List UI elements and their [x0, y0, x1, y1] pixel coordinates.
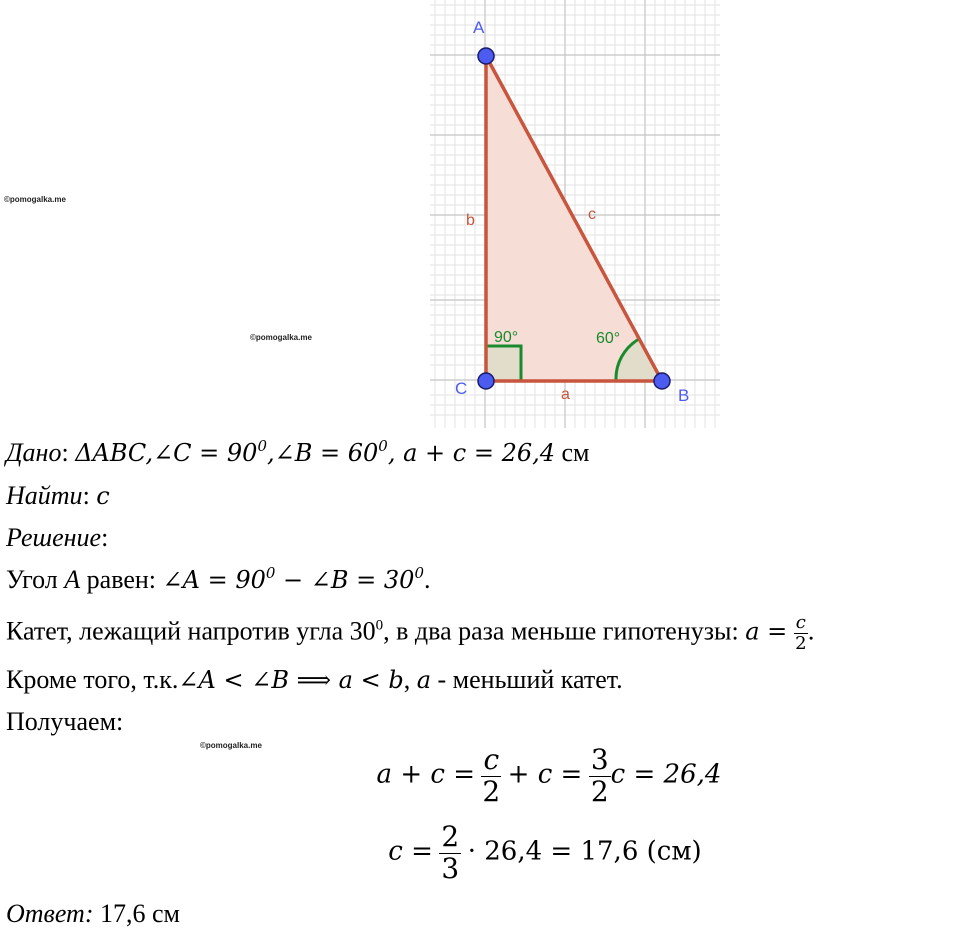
- step2-line: Катет, лежащий напротив угла $30^0$, в два раза меньше гипотенузы: a = $\frac{c}{2}$ .: [6, 612, 815, 654]
- angle-label-90: 90°: [494, 329, 519, 346]
- watermark: ©pomogalka.me: [200, 741, 262, 750]
- vertex-label-A: A: [473, 18, 485, 37]
- answer-line: [6, 899, 180, 929]
- triangle-figure: [430, 0, 720, 430]
- given-line: Дано: ΔABC,∠C = $90^0,\angle B = 60^0$, a + c = 26,4 см: [6, 437, 590, 467]
- step3-line: Кроме того, т.к.∠A < ∠B ⟹ a < b, a - меньший катет.: [6, 665, 623, 694]
- given-label: Дано: [6, 438, 62, 467]
- point-A: [478, 48, 494, 64]
- side-label-b: b: [466, 212, 475, 229]
- side-label-a: a: [561, 386, 570, 403]
- find-line: Найти: c: [6, 481, 110, 510]
- watermark: ©pomogalka.me: [250, 333, 312, 342]
- step4-line: Получаем:: [6, 707, 124, 736]
- solution-line: Решение:: [6, 523, 109, 552]
- solution-label: Решение: [6, 523, 102, 552]
- find-value: c: [96, 482, 110, 510]
- answer-value: 17,6 см: [93, 899, 180, 928]
- given-unit: см: [555, 438, 590, 467]
- point-B: [654, 373, 670, 389]
- fraction-2-over-3: $\frac{2}{3}$: [441, 820, 460, 885]
- vertex-label-B: B: [678, 386, 690, 405]
- step1-line: Угол A равен: ∠A = $90^0$ − ∠B = $30^0$.: [6, 564, 431, 594]
- given-math: ΔABC,∠C = $90^0,\angle B = 60^0$, a + c = 26,4: [75, 437, 556, 467]
- watermark: ©pomogalka.me: [4, 195, 66, 204]
- fraction-c-over-2-large: $\frac{c}{2}$: [482, 743, 501, 808]
- find-label: Найти: [6, 481, 83, 510]
- equation-1: a + c = $\frac{c}{2}$ + c = $\frac{3}{2}$ c = 26,4: [376, 743, 722, 808]
- answer-label: Ответ:: [6, 899, 94, 928]
- fraction-c-over-2: $\frac{c}{2}$: [795, 612, 807, 654]
- equation-2: c = $\frac{2}{3}$ · 26,4 = 17,6 (см): [388, 820, 702, 885]
- vertex-label-C: C: [455, 379, 468, 398]
- fraction-3-over-2: $\frac{3}{2}$: [590, 743, 609, 808]
- angle-label-60: 60°: [596, 330, 621, 347]
- side-label-c: c: [588, 206, 596, 223]
- point-C: [478, 373, 494, 389]
